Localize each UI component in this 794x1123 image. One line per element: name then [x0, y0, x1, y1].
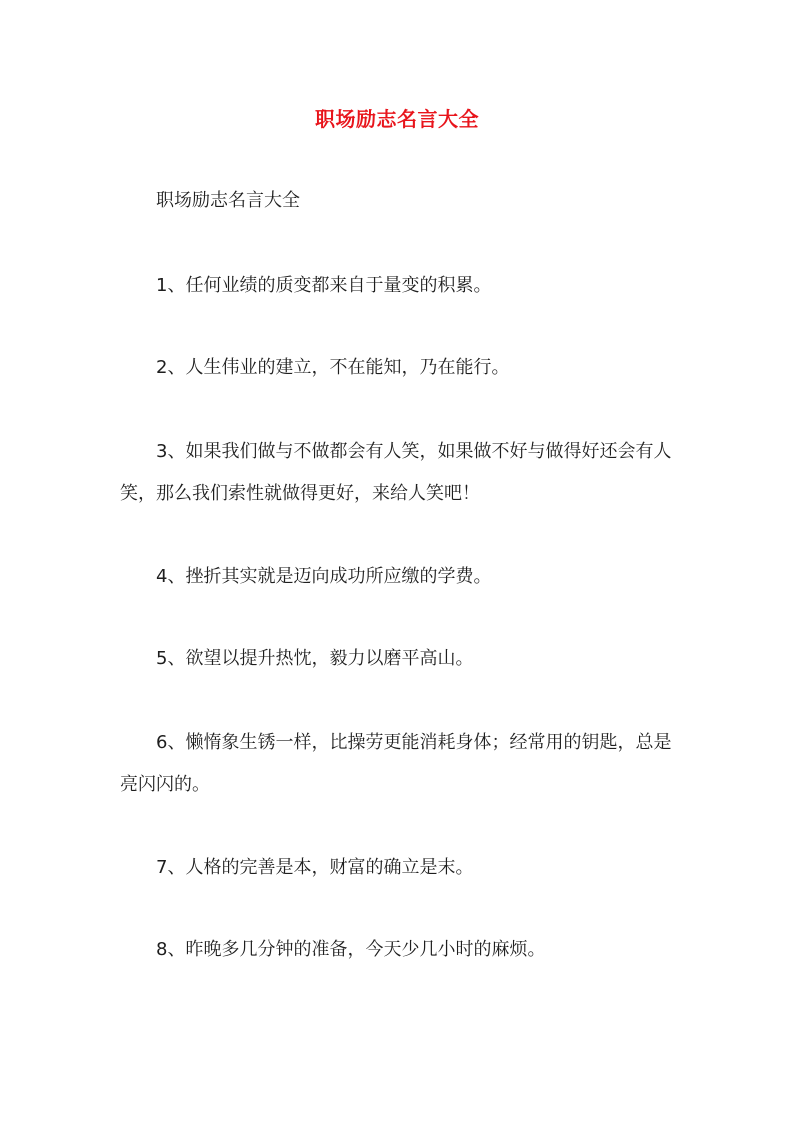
intro-paragraph: 职场励志名言大全	[156, 190, 300, 211]
quote-paragraph-8: 8、昨晚多几分钟的准备，今天少几小时的麻烦。	[156, 939, 546, 960]
document-title: 职场励志名言大全	[315, 107, 479, 131]
quote-paragraph-1: 1、任何业绩的质变都来自于量变的积累。	[156, 275, 492, 296]
quote-paragraph-5: 5、欲望以提升热忱，毅力以磨平高山。	[156, 648, 474, 669]
quote-paragraph-2: 2、人生伟业的建立，不在能知，乃在能行。	[156, 357, 510, 378]
quote-paragraph-6: 6、懒惰象生锈一样，比操劳更能消耗身体；经常用的钥匙，总是亮闪闪的。	[120, 732, 672, 795]
quote-paragraph-3: 3、如果我们做与不做都会有人笑，如果做不好与做得好还会有人笑，那么我们索性就做得更好，来给人笑吧！	[120, 441, 672, 504]
quote-paragraph-7: 7、人格的完善是本，财富的确立是末。	[156, 857, 474, 878]
quote-paragraph-4: 4、挫折其实就是迈向成功所应缴的学费。	[156, 566, 492, 587]
